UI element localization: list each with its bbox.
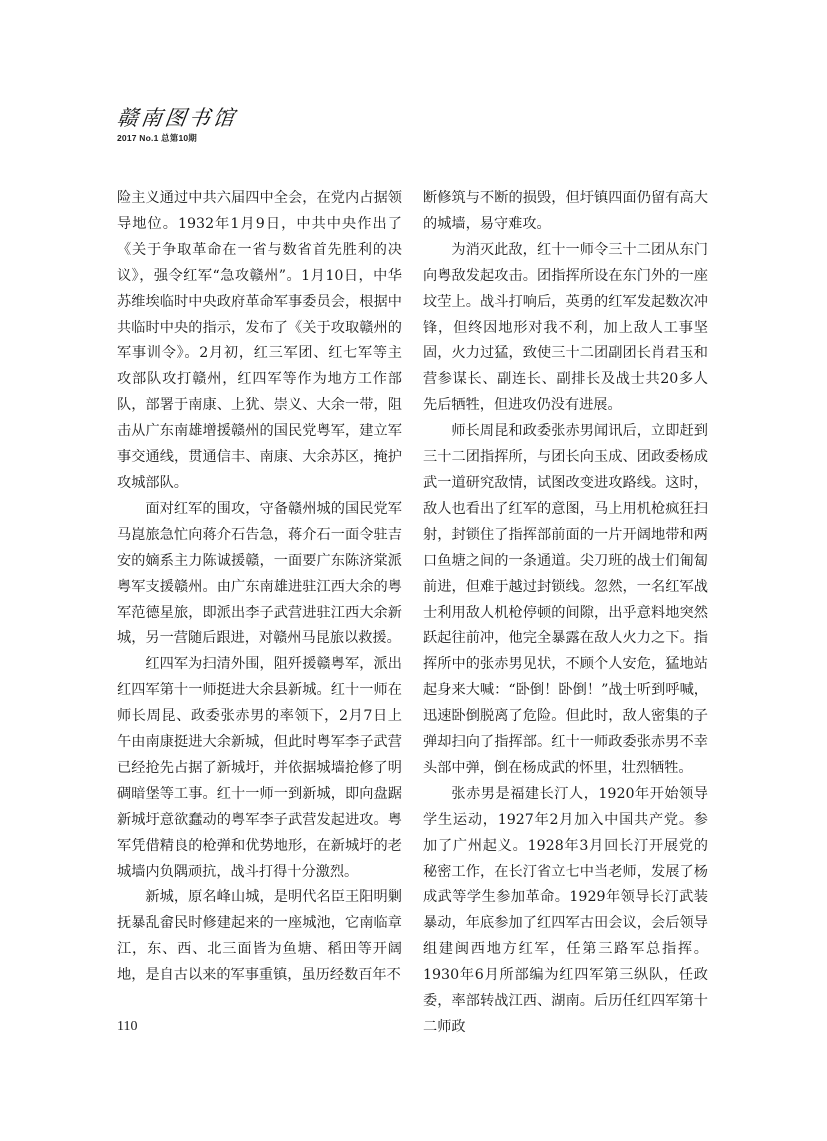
right-column xyxy=(423,186,708,1041)
left-column xyxy=(117,186,402,989)
paragraph: 面对红军的围攻，守备赣州城的国民党军马崑旅急忙向蒋介石告急，蒋介石一面令驻吉安的嫡系主力陈诚援赣，一面要广东陈济棠派粤军支援赣州。由广东南雄进驻江西大余的粤军范德星旅，即派出李子武营进驻江西大余新城，另一营随后跟进，对赣州马昆旅以救援。 xyxy=(117,500,402,647)
paragraph: 险主义通过中共六届四中全会，在党内占据领导地位。1932年1月9日，中共中央作出了《关于争取革命在一省与数省首先胜利的决议》，强令红军“急攻赣州”。1月10日，中华苏维埃临时中央政府革命军事委员会，根据中共临时中央的指示，发布了《关于攻取赣州的军事训令》。2月初，红三军团、红七军等主攻部队攻打赣州，红四军等作为地方工作部队，部署于南康、上犹、崇义、大余一带，阻击从广东南雄增援赣州的国民党粤军，建立军事交通线，贯通信丰、南康、大余苏区，掩护攻城部队。 xyxy=(117,190,402,491)
issue-label: 2017 No.1 总第10期 xyxy=(117,133,198,143)
paragraph: 新城，原名峰山城，是明代名臣王阳明剿抚暴乱畲民时修建起来的一座城池，它南临章江，东、西、北三面皆为鱼塘、稻田等开阔地，是自古以来的军事重镇，虽历经数百年不 xyxy=(117,889,402,984)
paragraph: 红四军为扫清外围，阻歼援赣粤军，派出红四军第十一师挺进大余县新城。红十一师在师长周昆、政委张赤男的率领下，2月7日上午由南康挺进大余新城，但此时粤军李子武营已经抢先占据了新城圩，并依据城墙抢修了明碉暗堡等工事。红十一师一到新城，即向盘踞新城圩意欲蠢动的粤军李子武营发起进攻。粤军凭借精良的枪弹和优势地形，在新城圩的老城墙内负隅顽抗，战斗打得十分激烈。 xyxy=(117,656,402,880)
page-number: 110 xyxy=(117,1019,138,1034)
paragraph: 为消灭此敌，红十一师令三十二团从东门向粤敌发起攻击。团指挥所设在东门外的一座坟茔上。战斗打响后，英勇的红军发起数次冲锋，但终因地形对我不利，加上敌人工事坚固，火力过猛，致使三十二团副团长肖君玉和营参谋长、副连长、副排长及战士共20多人先后牺牲，但进攻仍没有进展。 xyxy=(423,241,708,414)
masthead xyxy=(117,106,237,144)
journal-logo: 赣南图书馆 xyxy=(115,106,239,130)
paragraph: 断修筑与不断的损毁，但圩镇四面仍留有高大的城墙，易守难攻。 xyxy=(423,190,708,232)
paragraph: 师长周昆和政委张赤男闻讯后，立即赶到三十二团指挥所，与团长向玉成、团政委杨成武一道研究敌情，试图改变进攻路线。这时，敌人也看出了红军的意图，马上用机枪疯狂扫射，封锁住了指挥部前面的一片开阔地带和两口鱼塘之间的一条通道。尖刀班的战士们匍匐前进，但难于越过封锁线。忽然，一名红军战士利用敌人机枪停顿的间隙，出乎意料地突然跃起往前冲，他完全暴露在敌人火力之下。指挥所中的张赤男见状，不顾个人安危，猛地站起身来大喊：“卧倒！卧倒！”战士听到呼喊，迅速卧倒脱离了危险。但此时，敌人密集的子弹却扫向了指挥部。红十一师政委张赤男不幸头部中弹，倒在杨成武的怀里，壮烈牺牲。 xyxy=(423,423,708,776)
paragraph: 张赤男是福建长汀人，1920年开始领导学生运动，1927年2月加入中国共产党。参加了广州起义。1928年3月回长汀开展党的秘密工作，在长汀省立七中当老师，发展了杨成武等学生参加革命。1929年领导长汀武装暴动，年底参加了红四军古田会议，会后领导组建闽西地方红军，任第三路军总指挥。1930年6月所部编为红四军第三纵队，任政委，率部转战江西、湖南。后历任红四军第十二师政 xyxy=(423,785,708,1035)
